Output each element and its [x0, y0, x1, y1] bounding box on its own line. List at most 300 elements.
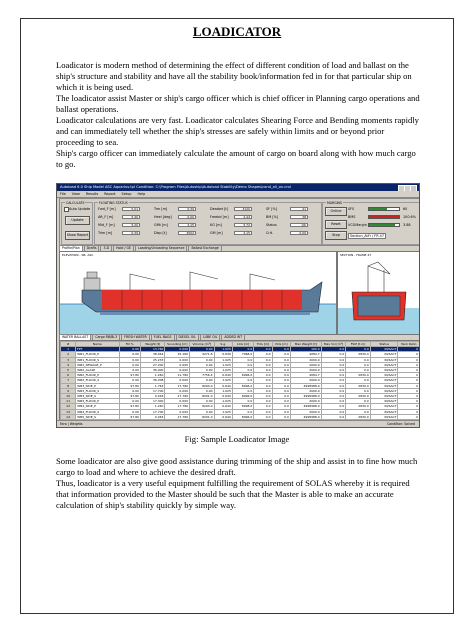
table-cell[interactable]: WB3_SIDE_P — [76, 383, 119, 388]
table-cell[interactable]: 3 — [61, 357, 76, 362]
table-cell[interactable]: 1 — [61, 347, 76, 352]
table-cell[interactable]: 0.0 — [346, 409, 371, 414]
table-cell[interactable]: 0.0 — [321, 394, 346, 399]
table-cell[interactable]: IN/SACT — [370, 357, 398, 362]
field-value[interactable]: 0.00 — [290, 231, 308, 235]
menu-file[interactable]: File — [60, 192, 66, 196]
table-cell[interactable]: 2830.0 — [346, 383, 371, 388]
table-cell[interactable]: 97.80 — [119, 414, 140, 419]
table-cell[interactable]: 0.0 — [321, 409, 346, 414]
table-cell[interactable]: 0.0 — [272, 394, 290, 399]
table-cell[interactable]: 0 — [398, 378, 420, 383]
table-cell[interactable]: IN/SACT — [370, 378, 398, 383]
table-cell[interactable]: 100.0 — [290, 347, 321, 352]
table-cell[interactable]: 8996.0 — [232, 414, 253, 419]
table-cell[interactable]: WB2_SEWAGE_P — [76, 362, 119, 367]
table-cell[interactable]: 0 — [398, 383, 420, 388]
table-cell[interactable]: WB1_FLOOR_P — [76, 352, 119, 357]
online-button[interactable]: Online — [325, 207, 347, 216]
tab-diesel-oil[interactable]: DIESEL OIL — [176, 334, 199, 340]
status-bar — [57, 420, 419, 427]
table-cell[interactable]: 0.000 — [165, 368, 190, 373]
table-cell[interactable]: 4998988.0 — [290, 414, 321, 419]
table-cell[interactable]: 17.700 — [140, 388, 165, 393]
tab-ballast-exchange[interactable]: Ballast Exchange — [188, 245, 221, 251]
field-label: GM [m] — [210, 231, 223, 235]
table-cell[interactable]: IN/SACT — [370, 399, 398, 404]
table-cell[interactable]: 1.240 — [140, 373, 165, 378]
table-cell[interactable]: 0.000 — [165, 399, 190, 404]
table-header-cell[interactable]: S.g. — [214, 342, 232, 347]
table-cell[interactable]: WB1_FLOOR_S — [76, 357, 119, 362]
table-cell[interactable]: IN/SACT — [370, 388, 398, 393]
tab-drafts[interactable]: Drafts — [84, 245, 100, 251]
table-cell[interactable]: 1.025 — [214, 357, 232, 362]
table-cell[interactable]: 0 — [398, 373, 420, 378]
tab-fuel[interactable]: FUEL BAGS — [151, 334, 175, 340]
table-cell[interactable]: 0.0 — [272, 347, 290, 352]
table-cell[interactable]: 0 — [398, 357, 420, 362]
table-cell[interactable]: 0.0 — [321, 414, 346, 419]
table-cell[interactable]: 0.00 — [190, 347, 215, 352]
margin-bar-bms — [368, 215, 400, 219]
table-cell[interactable]: 8291.0 — [190, 394, 215, 399]
table-header-cell[interactable]: FSM [t·m] — [346, 342, 371, 347]
table-cell[interactable]: 8996.0 — [232, 383, 253, 388]
table-cell[interactable]: 0.0 — [272, 373, 290, 378]
table-cell[interactable]: 2000.0 — [290, 378, 321, 383]
table-header-cell[interactable]: VCG [m] — [272, 342, 290, 347]
field-label: Disp [t] — [154, 231, 167, 235]
table-cell[interactable]: 0.0 — [346, 362, 371, 367]
stop-button[interactable]: Stop — [325, 231, 347, 240]
field-value[interactable]: 3120 — [234, 207, 252, 211]
field-value[interactable]: 0.39 — [178, 207, 196, 211]
table-cell[interactable]: 0.0 — [272, 404, 290, 409]
table-cell[interactable]: 0.0 — [232, 357, 253, 362]
table-cell[interactable]: 4084.7 — [290, 352, 321, 357]
table-cell[interactable]: WB3_FLOOR_S — [76, 388, 119, 393]
margin-label-bms: BMS — [348, 215, 356, 219]
table-cell[interactable]: 4 — [61, 362, 76, 367]
table-header-cell[interactable]: TCG [m] — [254, 342, 272, 347]
table-cell[interactable]: 0.0 — [272, 357, 290, 362]
margin-label-vcg: VCGMargin — [348, 223, 367, 227]
table-cell[interactable]: IN/SACT — [370, 414, 398, 419]
table-cell[interactable]: 0.0 — [254, 414, 272, 419]
tank-table-grid — [60, 341, 420, 422]
table-cell[interactable]: 1.763 — [140, 383, 165, 388]
table-cell[interactable]: 1.025 — [214, 409, 232, 414]
table-cell[interactable]: 0.640 — [214, 383, 232, 388]
table-cell[interactable]: IN/SACT — [370, 404, 398, 409]
table-cell[interactable]: 0 — [398, 347, 420, 352]
table-cell[interactable]: IN/SACT — [370, 383, 398, 388]
table-cell[interactable]: 1.025 — [214, 347, 232, 352]
margin-fill-bms — [369, 216, 399, 218]
table-cell[interactable]: 6 — [61, 373, 76, 378]
field-value[interactable]: OK — [290, 223, 308, 227]
table-cell[interactable]: 2830.0 — [346, 352, 371, 357]
table-cell[interactable]: 0.0 — [321, 378, 346, 383]
table-cell[interactable]: WB2_FLOOR_P — [76, 373, 119, 378]
table-cell[interactable]: 0 — [398, 414, 420, 419]
tab-water-ballast[interactable]: WATER BALLAST — [59, 334, 91, 340]
field-value[interactable]: 5.72 — [234, 223, 252, 227]
table-cell[interactable]: 14 — [61, 414, 76, 419]
table-cell[interactable]: 10 — [61, 394, 76, 399]
table-cell[interactable]: 0 — [398, 399, 420, 404]
table-cell[interactable]: 2830.0 — [346, 394, 371, 399]
table-cell[interactable]: WB2_ALASP — [76, 368, 119, 373]
table-cell[interactable]: 0.000 — [165, 378, 190, 383]
table-cell[interactable]: 0.00 — [190, 378, 215, 383]
margins-group-label: MARGINS — [327, 201, 342, 205]
table-cell[interactable]: 0 — [398, 404, 420, 409]
field-label: Deadwt [t] — [210, 207, 229, 211]
table-cell[interactable]: IN/SACT — [370, 352, 398, 357]
table-cell[interactable]: 0.000 — [165, 409, 190, 414]
table-header-cell[interactable]: Fill % — [119, 342, 140, 347]
table-cell[interactable]: 9 — [61, 388, 76, 393]
field-trm — [153, 207, 196, 211]
tab-loading-sequence[interactable]: Loading/Unloading Sequence — [135, 245, 187, 251]
table-cell[interactable]: 0.0 — [254, 388, 272, 393]
table-cell[interactable]: 0.0 — [346, 347, 371, 352]
table-cell[interactable]: 0.263 — [140, 394, 165, 399]
table-cell[interactable]: FPT — [76, 347, 119, 352]
field-kg — [209, 223, 252, 227]
tab-lube-oil[interactable]: LUBE OIL — [200, 334, 220, 340]
table-cell[interactable]: IN/SACT — [370, 373, 398, 378]
table-cell[interactable]: 97.80 — [119, 373, 140, 378]
table-cell[interactable]: 11.780 — [165, 373, 190, 378]
table-cell[interactable]: WB4_SIDE_P — [76, 404, 119, 409]
table-cell[interactable]: 0 — [398, 388, 420, 393]
table-cell[interactable]: 17.700 — [140, 409, 165, 414]
table-cell[interactable]: 0.0 — [254, 404, 272, 409]
table-cell[interactable]: 0.0 — [346, 399, 371, 404]
table-cell[interactable]: 0.640 — [214, 373, 232, 378]
table-cell[interactable]: 7756.4 — [190, 373, 215, 378]
table-cell[interactable]: 4084.7 — [290, 373, 321, 378]
table-cell[interactable]: 1.025 — [214, 378, 232, 383]
table-cell[interactable]: 17.300 — [140, 399, 165, 404]
field-value[interactable]: 41 — [290, 207, 308, 211]
app-title: Autoload 6.0 Ship Model ASC Aquarius.tpl Condition: C:\Program Files\Autoship\Autoload Stability\Demo Shapes\cond_all_on.cnd — [60, 185, 291, 189]
table-cell[interactable]: 0.0 — [254, 347, 272, 352]
table-cell[interactable]: 0.640 — [214, 352, 232, 357]
table-cell[interactable]: WB4_FLOOR_P — [76, 399, 119, 404]
page-title: LOADICATOR — [192, 24, 282, 39]
table-cell[interactable]: 0.00 — [119, 347, 140, 352]
table-cell[interactable]: 6996.0 — [232, 373, 253, 378]
table-cell[interactable]: 0.0 — [254, 373, 272, 378]
table-cell[interactable]: 0.0 — [254, 394, 272, 399]
table-cell[interactable]: 0.0 — [346, 388, 371, 393]
table-cell[interactable]: 11 — [61, 399, 76, 404]
table-cell[interactable]: 0.640 — [214, 404, 232, 409]
table-cell[interactable]: 0.0 — [272, 352, 290, 357]
table-cell[interactable]: 1.240 — [140, 404, 165, 409]
table-header-cell[interactable]: Max Weight [t] — [290, 342, 321, 347]
table-cell[interactable]: 17.780 — [165, 404, 190, 409]
table-header-cell[interactable]: Sounding [m] — [165, 342, 190, 347]
table-cell[interactable]: IN/SACT — [370, 368, 398, 373]
field-value[interactable]: 5.20 — [122, 223, 140, 227]
field-value[interactable]: 2.15 — [178, 223, 196, 227]
table-cell[interactable]: 27.200 — [140, 362, 165, 367]
table-cell[interactable]: 0.0 — [272, 383, 290, 388]
field-value[interactable]: 0.00 — [178, 215, 196, 219]
table-cell[interactable]: 0.0 — [232, 388, 253, 393]
table-cell[interactable]: 0.0 — [346, 378, 371, 383]
table-cell[interactable]: 0.00 — [190, 357, 215, 362]
table-cell[interactable]: 0.0 — [321, 368, 346, 373]
paragraph-intro: Loadicator is modern method of determining the effect of different condition of load and ballast on the ship's structure and stability and have all the stability book/information fed in for that particular ship on which it is being used. — [56, 60, 412, 92]
field-label: KG [m] — [210, 223, 222, 227]
field-label: SF [%] — [266, 207, 278, 211]
field-value[interactable]: 5.40 — [122, 215, 140, 219]
table-cell[interactable]: 8998.0 — [232, 404, 253, 409]
table-cell[interactable]: 0.0 — [346, 368, 371, 373]
table-cell[interactable]: 7 — [61, 378, 76, 383]
ship-section-view — [337, 251, 420, 335]
table-cell[interactable]: 0.0 — [272, 368, 290, 373]
table-cell[interactable]: 25.233 — [140, 357, 165, 362]
tab-hold[interactable]: Hold / GE — [113, 245, 134, 251]
table-cell[interactable]: 0.640 — [214, 414, 232, 419]
table-cell[interactable]: 17.780 — [165, 394, 190, 399]
table-cell[interactable]: 0.640 — [214, 394, 232, 399]
table-cell[interactable]: 0.0 — [254, 399, 272, 404]
table-cell[interactable]: 0 — [398, 394, 420, 399]
table-cell[interactable]: 0.0 — [254, 357, 272, 362]
table-cell[interactable]: 0.00 — [190, 399, 215, 404]
table-cell[interactable]: 0.0 — [321, 352, 346, 357]
field-label: Status — [266, 223, 277, 227]
field-deadwt — [209, 207, 252, 211]
table-cell[interactable]: 1.025 — [214, 368, 232, 373]
table-cell[interactable]: 0.0 — [272, 362, 290, 367]
table-cell[interactable]: 0.000 — [165, 362, 190, 367]
table-cell[interactable]: 8294.0 — [190, 404, 215, 409]
table-cell[interactable]: 36.000 — [140, 368, 165, 373]
table-cell[interactable]: 1.025 — [214, 362, 232, 367]
table-cell[interactable]: 0.00 — [119, 357, 140, 362]
field-value[interactable]: 38 — [290, 215, 308, 219]
table-cell[interactable]: 0.0 — [272, 414, 290, 419]
table-cell[interactable]: 0.00 — [119, 399, 140, 404]
table-cell[interactable]: 0.0 — [254, 352, 272, 357]
field-aft — [97, 215, 140, 219]
table-cell[interactable]: 0.0 — [254, 368, 272, 373]
table-cell[interactable]: 0.0 — [321, 399, 346, 404]
table-cell[interactable]: 2000.0 — [290, 357, 321, 362]
table-cell[interactable]: 97.80 — [119, 383, 140, 388]
table-cell[interactable]: 0.263 — [140, 414, 165, 419]
table-cell[interactable]: 0.00 — [190, 368, 215, 373]
table-cell[interactable]: IN/SACT — [370, 362, 398, 367]
table-cell[interactable]: WB5_SIDE_S — [76, 414, 119, 419]
margin-value-vcg: 3.88 — [403, 223, 411, 227]
table-cell[interactable]: 1.025 — [214, 399, 232, 404]
table-cell[interactable]: 0 — [398, 368, 420, 373]
table-cell[interactable]: 2830.0 — [346, 373, 371, 378]
table-cell[interactable]: WB4_FLOOR_S — [76, 409, 119, 414]
table-cell[interactable]: 0.0 — [346, 357, 371, 362]
field-label: Aft_F [m] — [98, 215, 114, 219]
table-header-cell[interactable]: LCG [m] — [232, 342, 253, 347]
field-fwd — [97, 207, 140, 211]
table-cell[interactable]: 13 — [61, 409, 76, 414]
table-cell[interactable]: 0.0 — [321, 404, 346, 409]
table-cell[interactable]: 0.0 — [272, 399, 290, 404]
tab-fresh-water[interactable]: FRESH WATER — [121, 334, 150, 340]
calculate-group — [61, 202, 93, 245]
field-status — [265, 223, 308, 227]
table-cell[interactable]: 0.0 — [232, 378, 253, 383]
menu-help[interactable]: Help — [137, 192, 146, 196]
table-cell[interactable]: 0.0 — [254, 362, 272, 367]
table-cell[interactable]: 0.0 — [272, 378, 290, 383]
table-cell[interactable]: 0.000 — [165, 388, 190, 393]
table-header-cell[interactable]: Status — [370, 342, 398, 347]
table-cell[interactable]: 2830.0 — [346, 414, 371, 419]
table-cell[interactable]: 0.00 — [119, 378, 140, 383]
table-cell[interactable]: IN/SACT — [370, 409, 398, 414]
tab-3d[interactable]: 3-D — [100, 245, 112, 251]
table-cell[interactable]: 0.0 — [321, 362, 346, 367]
table-cell[interactable]: 0.00 — [119, 409, 140, 414]
table-cell[interactable]: 97.80 — [119, 394, 140, 399]
table-cell[interactable]: 1.025 — [214, 388, 232, 393]
field-gmt — [153, 223, 196, 227]
menu-bar — [57, 191, 419, 198]
table-cell[interactable]: 97.80 — [119, 404, 140, 409]
table-cell[interactable]: 4998988.0 — [290, 404, 321, 409]
section-select[interactable]: Section_AtFr / FR 47 — [350, 234, 384, 238]
menu-view[interactable]: View — [71, 192, 80, 196]
table-cell[interactable]: 17.780 — [165, 383, 190, 388]
field-label: Mid_F [m] — [98, 223, 115, 227]
table-cell[interactable]: 0.00 — [119, 368, 140, 373]
table-cell[interactable]: 2000.0 — [290, 368, 321, 373]
reset-button[interactable]: Reset — [325, 220, 347, 229]
table-cell[interactable]: 12 — [61, 404, 76, 409]
table-cell[interactable]: 0.00 — [119, 352, 140, 357]
table-cell[interactable]: 2000.0 — [290, 399, 321, 404]
table-cell[interactable]: 0.0 — [254, 409, 272, 414]
field-value[interactable]: 5.01 — [122, 207, 140, 211]
table-header-cell[interactable]: Volume [m³] — [190, 342, 215, 347]
table-cell[interactable]: 0.0 — [254, 378, 272, 383]
table-cell[interactable]: 0.0 — [321, 383, 346, 388]
menu-results[interactable]: Results — [85, 192, 99, 196]
table-cell[interactable]: 8294.0 — [190, 383, 215, 388]
table-cell[interactable]: 0 — [398, 362, 420, 367]
field-value[interactable]: 2.44 — [234, 215, 252, 219]
field-value[interactable]: 4502 — [178, 231, 196, 235]
table-header-cell[interactable]: Tank Ratio — [398, 342, 420, 347]
table-cell[interactable]: 4998988.0 — [290, 394, 321, 399]
update-button[interactable]: Update — [65, 216, 90, 225]
table-cell[interactable]: 0.0 — [321, 357, 346, 362]
field-label: Trm [m] — [154, 207, 168, 211]
table-cell[interactable]: 0 — [398, 352, 420, 357]
field-value[interactable]: 2.15 — [234, 231, 252, 235]
table-cell[interactable]: 4998988.0 — [290, 383, 321, 388]
show-report-button[interactable]: Show Report — [65, 231, 90, 240]
table-cell[interactable]: 2000.0 — [290, 409, 321, 414]
table-cell[interactable]: IN/SACT — [370, 394, 398, 399]
table-cell[interactable]: 7968.0 — [232, 352, 253, 357]
table-cell[interactable]: IN/SACT — [370, 347, 398, 352]
table-header-cell[interactable]: Weight [t] — [140, 342, 165, 347]
table-cell[interactable]: 0.0 — [321, 388, 346, 393]
field-value[interactable]: 0.39 — [122, 231, 140, 235]
table-header-cell[interactable]: Name — [76, 342, 119, 347]
table-cell[interactable]: 0.0 — [321, 347, 346, 352]
table-cell[interactable]: 0.00 — [119, 362, 140, 367]
table-header-cell[interactable]: Max Vol [m³] — [321, 342, 346, 347]
table-cell[interactable]: 2000.0 — [290, 388, 321, 393]
table-cell[interactable]: 0.0 — [232, 368, 253, 373]
table-cell[interactable]: 36.208 — [140, 378, 165, 383]
field-label: Fwd_F [m] — [98, 207, 116, 211]
tab-cargo[interactable]: Cargo RB/BL3 — [92, 334, 120, 340]
table-cell[interactable]: 0.0 — [232, 362, 253, 367]
menu-report[interactable]: Report — [104, 192, 116, 196]
table-cell[interactable]: 0.0 — [232, 347, 253, 352]
table-cell[interactable]: 15.160 — [165, 352, 190, 357]
table-cell[interactable]: 0.0 — [254, 383, 272, 388]
table-cell[interactable]: 2000.0 — [290, 362, 321, 367]
table-cell[interactable]: WB3_SIDE_S — [76, 394, 119, 399]
paragraph-trimming: Some loadicator are also give good assistance during trimming of the ship and assist in to fine how much cargo to load and where to achieve the desired draft. — [56, 456, 418, 477]
table-cell[interactable]: 5 — [61, 368, 76, 373]
field-sf — [265, 207, 308, 211]
table-cell[interactable]: 8291.0 — [190, 414, 215, 419]
table-cell[interactable]: 3271.8 — [190, 352, 215, 357]
table-cell[interactable]: 0 — [398, 409, 420, 414]
table-cell[interactable]: 0.000 — [165, 347, 190, 352]
table-cell[interactable]: WB2_FLOOR_S — [76, 378, 119, 383]
table-cell[interactable]: 0.000 — [165, 357, 190, 362]
table-cell[interactable]: 0.0 — [272, 409, 290, 414]
table-cell[interactable]: 0.0 — [272, 388, 290, 393]
table-cell[interactable]: 0.00 — [190, 409, 215, 414]
table-cell[interactable]: 8996.0 — [232, 394, 253, 399]
table-cell[interactable]: 0.00 — [119, 388, 140, 393]
table-cell[interactable]: 0.0 — [232, 409, 253, 414]
table-cell[interactable]: 0.00 — [190, 362, 215, 367]
tab-profile-plan[interactable]: Profile/Plan — [59, 245, 83, 251]
table-cell[interactable]: 2830.0 — [346, 404, 371, 409]
table-cell[interactable]: 0.0 — [321, 373, 346, 378]
table-cell[interactable]: 0.00 — [190, 388, 215, 393]
menu-setup[interactable]: Setup — [121, 192, 132, 196]
table-cell[interactable]: 17.780 — [165, 414, 190, 419]
floating-status-group — [94, 202, 322, 245]
table-cell[interactable]: 2 — [61, 352, 76, 357]
table-cell[interactable]: 13.760 — [140, 347, 165, 352]
table-header-cell[interactable]: # — [61, 342, 76, 347]
table-cell[interactable]: 0.0 — [232, 399, 253, 404]
table-cell[interactable]: 38.044 — [140, 352, 165, 357]
tab-added-wt[interactable]: ADDED WT — [221, 334, 245, 340]
table-cell[interactable]: 8 — [61, 383, 76, 388]
